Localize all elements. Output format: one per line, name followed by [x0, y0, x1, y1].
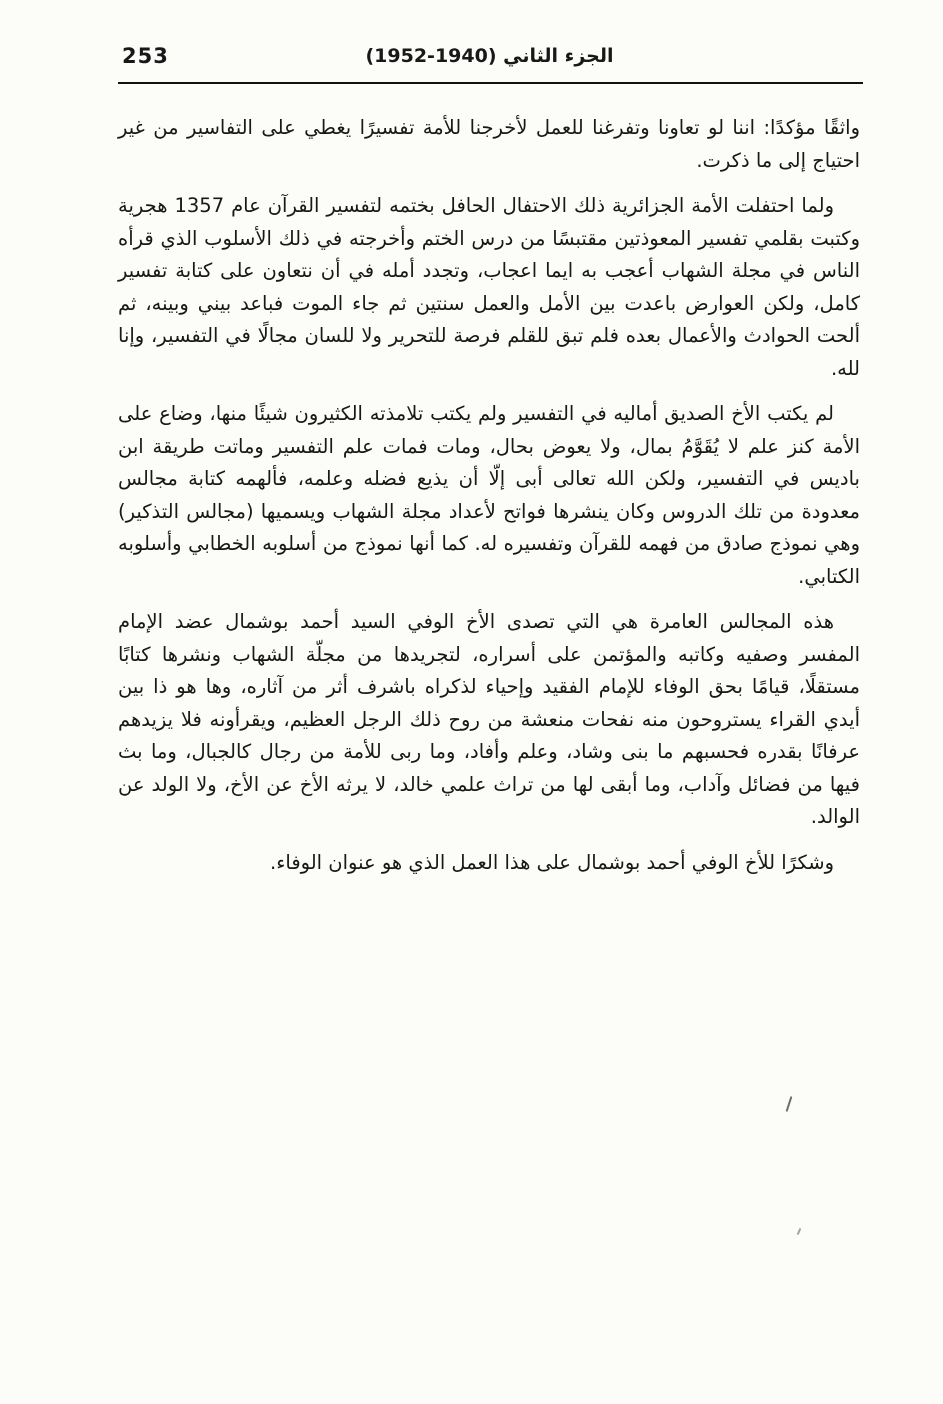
paragraph: لم يكتب الأخ الصديق أماليه في التفسير ولم يكتب تلامذته الكثيرون شيئًا منها، وضاع على الأمة كنز علم لا يُقَوَّمُ بمال، ولا يعوض بحال، ومات فمات علم التفسير وماتت طريقة ابن باديس في التفسير، ولكن الله تعالى أبى إلّا أن يذيع فضله وعلمه، فألهمه كتابة مجالس معدودة من تلك الدروس وكان ينشرها فواتح لأعداد مجلة الشهاب ويسميها (مجالس التذكير) وهي نموذج صادق من فهمه للقرآن وتفسيره له. كما أنها نموذج من أسلوبه الخطابي وأسلوبه الكتابي.	[118, 402, 860, 588]
page-body	[118, 112, 860, 879]
paragraph: واثقًا مؤكدًا: اننا لو تعاونا وتفرغنا للعمل لأخرجنا للأمة تفسيرًا يغطي على التفاسير من غير احتياج إلى ما ذكرت.	[118, 116, 860, 172]
chapter-title: الجزء الثاني (1940-1952)	[365, 45, 614, 67]
page-header	[118, 44, 861, 74]
paragraph: ولما احتفلت الأمة الجزائرية ذلك الاحتفال الحافل بختمه لتفسير القرآن عام 1357 هجرية وكتبت بقلمي تفسير المعوذتين مقتبسًا من درس الختم وأخرجته في ذلك الأسلوب الذي قرأه الناس في مجلة الشهاب أعجب به ايما اعجاب، وتجدد أمله في أن نتعاون على كتابة تفسير كامل، ولكن العوارض باعدت بين الأمل والعمل سنتين ثم جاء الموت فباعد بيني وبينه، ثم ألحت الحوادث والأعمال بعده فلم تبق للقلم فرصة للتحرير ولا للسان مجالًا في التفسير، وإنا لله.	[118, 194, 860, 380]
paragraph: هذه المجالس العامرة هي التي تصدى الأخ الوفي السيد أحمد بوشمال عضد الإمام المفسر وصفيه وكاتبه والمؤتمن على أسراره، لتجريدها من مجلّة الشهاب ونشرها كتابًا مستقلًا، قيامًا بحق الوفاء للإمام الفقيد وإحياء لذكراه باشرف أثر من آثاره، وها هو ذا بين أيدي القراء يستروحون منه نفحات منعشة من روح ذلك الرجل العظيم، ويقرأونه فلا يزيدهم عرفانًا بقدره فحسبهم ما بنى وشاد، وعلم وأفاد، وما ربى للأمة من رجال كالجبال، وما بث فيها من فضائل وآداب، وما أبقى لها من تراث علمي خالد، لا يرثه الأخ عن الأخ، ولا الولد عن الوالد.	[118, 610, 860, 828]
scan-artifact	[797, 1228, 802, 1235]
header-rule	[118, 82, 863, 84]
page-number: 253	[122, 44, 169, 68]
scan-artifact	[786, 1096, 793, 1112]
paragraph: وشكرًا للأخ الوفي أحمد بوشمال على هذا العمل الذي هو عنوان الوفاء.	[270, 850, 834, 874]
